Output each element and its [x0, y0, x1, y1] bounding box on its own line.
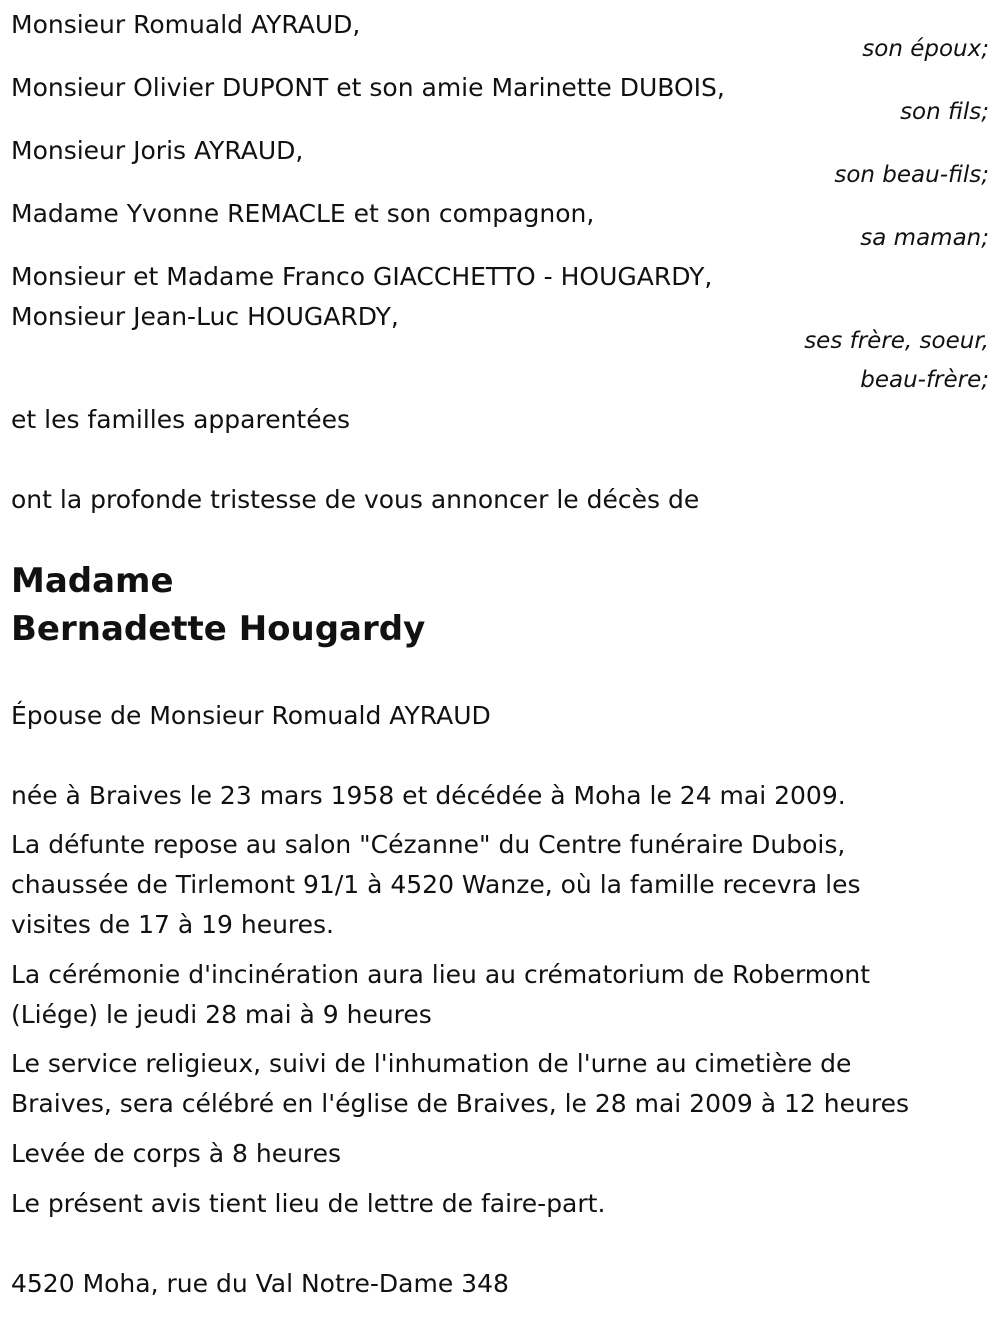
family-member-names: Monsieur et Madame Franco GIACCHETTO - HOUGARDY, — [11, 262, 713, 291]
family-member-names: Madame Yvonne REMACLE et son compagnon, — [11, 199, 595, 228]
notice-line: Le présent avis tient lieu de lettre de faire-part. — [11, 1189, 606, 1218]
levee-line: Levée de corps à 8 heures — [11, 1139, 342, 1168]
address: 4520 Moha, rue du Val Notre-Dame 348 — [11, 1269, 509, 1298]
paragraph-line: Braives, sera célébré en l'église de Braives, le 28 mai 2009 à 12 heures — [11, 1089, 909, 1118]
family-member-relation: son époux; — [862, 36, 989, 62]
family-member-relation: beau-frère; — [860, 367, 989, 393]
family-member-relation: ses frère, soeur, — [804, 328, 989, 354]
family-member-relation: son fils; — [900, 99, 989, 125]
families-line: et les familles apparentées — [11, 405, 351, 434]
paragraph-line: visites de 17 à 19 heures. — [11, 910, 334, 939]
paragraph-line: La cérémonie d'incinération aura lieu au crématorium de Robermont — [11, 960, 871, 989]
family-member-names: Monsieur Jean-Luc HOUGARDY, — [11, 302, 399, 331]
spouse-line: Épouse de Monsieur Romuald AYRAUD — [11, 701, 491, 730]
deceased-name: Bernadette Hougardy — [11, 609, 426, 649]
family-member-names: Monsieur Joris AYRAUD, — [11, 136, 304, 165]
paragraph-line: Le service religieux, suivi de l'inhumation de l'urne au cimetière de — [11, 1049, 852, 1078]
family-member-names: Monsieur Olivier DUPONT et son amie Marinette DUBOIS, — [11, 73, 725, 102]
family-member-relation: sa maman; — [860, 225, 989, 251]
announcement: ont la profonde tristesse de vous annoncer le décès de — [11, 485, 700, 514]
paragraph-line: chaussée de Tirlemont 91/1 à 4520 Wanze, où la famille recevra les — [11, 870, 861, 899]
paragraph-line: (Liége) le jeudi 28 mai à 9 heures — [11, 1000, 432, 1029]
family-member-relation: son beau-fils; — [834, 162, 989, 188]
birth-death-line: née à Braives le 23 mars 1958 et décédée à Moha le 24 mai 2009. — [11, 781, 846, 810]
paragraph-line: La défunte repose au salon "Cézanne" du Centre funéraire Dubois, — [11, 830, 846, 859]
family-member-names: Monsieur Romuald AYRAUD, — [11, 10, 361, 39]
deceased-title: Madame — [11, 561, 174, 601]
